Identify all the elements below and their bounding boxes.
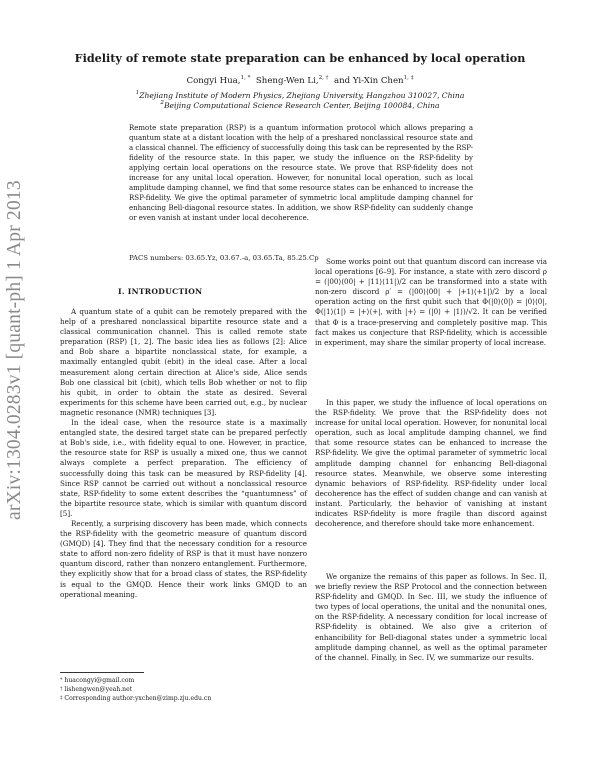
affiliation-mark: 1 <box>135 90 140 96</box>
footnote-mark: * <box>60 678 63 683</box>
author-mark: 1, * <box>240 75 251 81</box>
author-mark: 2, † <box>318 75 329 81</box>
right-column-paragraph-1 <box>315 257 547 348</box>
paper-title: Fidelity of remote state preparation can be enhanced by local operation <box>74 51 526 65</box>
footnote <box>60 695 211 703</box>
author-name: and Yi-Xin Chen <box>333 76 404 86</box>
paragraph: Some works point out that quantum discord can increase via local operations [6–9]. For instance, a state with zero discord ρ = (|00⟩⟨00| + |11⟩⟨11|)/2 can be transformed into a state with non-zero discord ρ′ = (|00⟩⟨00| + |+1⟩⟨+1|)/2 by a local operation acting on the first qubit such that Φ(|0⟩⟨0|) = |0⟩⟨0|, Φ(|1⟩⟨1|) = |+⟩⟨+|, with |+⟩ = (|0⟩ + |1⟩)/√2. It can be verified that Φ is a trace-preserving and completely positive map. This fact makes us conjecture that RSP-fidelity, which is accessible in experiment, may share the similar property of local increase. <box>315 257 547 347</box>
footnote-mark: ‡ <box>60 696 63 701</box>
paragraph: In the ideal case, when the resource state is a maximally entangled state, the desired target state can be prepared perfectly at Bob's side, i.e., with fidelity equal to one. However, in practice, the resource state for RSP is usually a mixed one, thus we cannot always complete a perfect preparation. The efficiency of successfully doing this task can be measured by RSP-fidelity [4]. Since RSP cannot be carried out without a nonclassical resource state, RSP-fidelity to some extent describes the “quantumness” of the bipartite resource state, which is similar with quantum discord [5]. <box>60 418 307 518</box>
abstract: Remote state preparation (RSP) is a quantum information protocol which allows preparing a quantum state at a distant location with the help of a preshared nonclassical resource state and a classical channel. The efficiency of successfully doing this task can be represented by the RSP-fidelity of the resource state. In this paper, we study the influence on the RSP-fidelity by applying certain local operations on the resource state. We prove that RSP-fidelity does not increase for any unital local operation. However, for nonunital local operation, such as local amplitude damping channel, we find that some resource states can be enhanced to increase the RSP-fidelity. We give the optimal parameter of symmetric local amplitude damping channel for enhancing Bell-diagonal resource states. In addition, we show RSP-fidelity can suddenly change or even vanish at instant under local decoherence. <box>129 124 473 223</box>
affiliation-text: Beijing Computational Science Research Center, Beijing 100084, China <box>163 101 440 110</box>
author-name: Sheng-Wen Li, <box>255 76 319 86</box>
affiliation <box>60 101 540 110</box>
paragraph: A quantum state of a qubit can be remotely prepared with the help of a preshared nonclassical bipartite resource state and a classical communication channel. This is called remote state preparation (RSP) [1, 2]. The basic idea lies as follows [2]: Alice and Bob share a bipartite nonclassical state, for example, a maximally entangled qubit (ebit) in the ideal case. After a local measurement along certain direction at Alice's side, Alice sends Bob one classical bit (cbit), which tells Bob whether or not to flip his qubit, in order to obtain the state as desired. Several experiments for this scheme have been carried out, e.g., by nuclear magnetic resonance (NMR) techniques [3]. <box>60 307 307 417</box>
footnote-mark: † <box>60 687 63 692</box>
footnote-divider <box>60 672 144 673</box>
right-column-paragraph-3 <box>315 572 547 663</box>
arxiv-identifier: arXiv:1304.0283v1 [quant-ph] 1 Apr 2013 <box>4 180 25 520</box>
right-column-paragraph-2 <box>315 398 547 529</box>
left-column <box>60 307 307 600</box>
author-list <box>60 76 540 86</box>
footnote-email: huacongyi@gmail.com <box>64 677 135 684</box>
footnote <box>60 677 134 685</box>
author-mark: 1, ‡ <box>403 75 414 81</box>
footnote-email: lishengwen@yeah.net <box>64 686 133 693</box>
paragraph: Recently, a surprising discovery has been made, which connects the RSP-fidelity with the geometric measure of quantum discord (GMQD) [4]. They find that the necessary condition for a resource state to afford non-zero fidelity of RSP is that it must have nonzero quantum discord, rather than nonzero entanglement. Furthermore, they explicitly show that for a broad class of states, the RSP-fidelity is equal to the GMQD. Hence their work links GMQD to an operational meaning. <box>60 518 307 599</box>
affiliation <box>60 91 540 100</box>
affiliation-text: Zhejiang Institute of Modern Physics, Zhejiang University, Hangzhou 310027, China <box>139 91 465 100</box>
footnote <box>60 686 132 694</box>
affiliation-mark: 2 <box>160 100 164 106</box>
pacs-numbers: PACS numbers: 03.65.Yz, 03.67.-a, 03.65.Ta, 85.25.Cp <box>129 254 319 262</box>
section-heading: I. INTRODUCTION <box>118 287 203 296</box>
paragraph: We organize the remains of this paper as follows. In Sec. II, we briefly review the RSP Protocol and the connection between RSP-fidelity and GMQD. In Sec. III, we study the influence of two types of local operations, the unital and the nonunital ones, on the RSP-fidelity. A necessary condition for local increase of RSP-fidelity is obtained. We also give a criterion of enhancibility for Bell-diagonal states under a symmetric local amplitude damping channel, as well as the optimal parameter of the channel. Finally, in Sec. IV, we summarize our results. <box>315 572 547 662</box>
footnote-email: Corresponding author:yxchen@zimp.zju.edu.cn <box>64 695 212 702</box>
author-name: Congyi Hua, <box>186 76 241 86</box>
paragraph: In this paper, we study the influence of local operations on the RSP-fidelity. We prove that the RSP-fidelity does not increase for unital local operation. However, for nonunital local operation, such as local amplitude damping channel, we find that some resource states can be enhanced to increase the RSP-fidelity. We give the optimal parameter of symmetric local amplitude damping channel for enhancing Bell-diagonal resource states. Meanwhile, we observe some interesting dynamic behaviors of RSP-fidelity. RSP-fidelity under local decoherence has the effect of sudden change and can vanish at instant. Particularly, the behavior of vanishing at instant indicates RSP-fidelity is more fragile than discord against decoherence, and therefore should take more enhancement. <box>315 398 547 529</box>
